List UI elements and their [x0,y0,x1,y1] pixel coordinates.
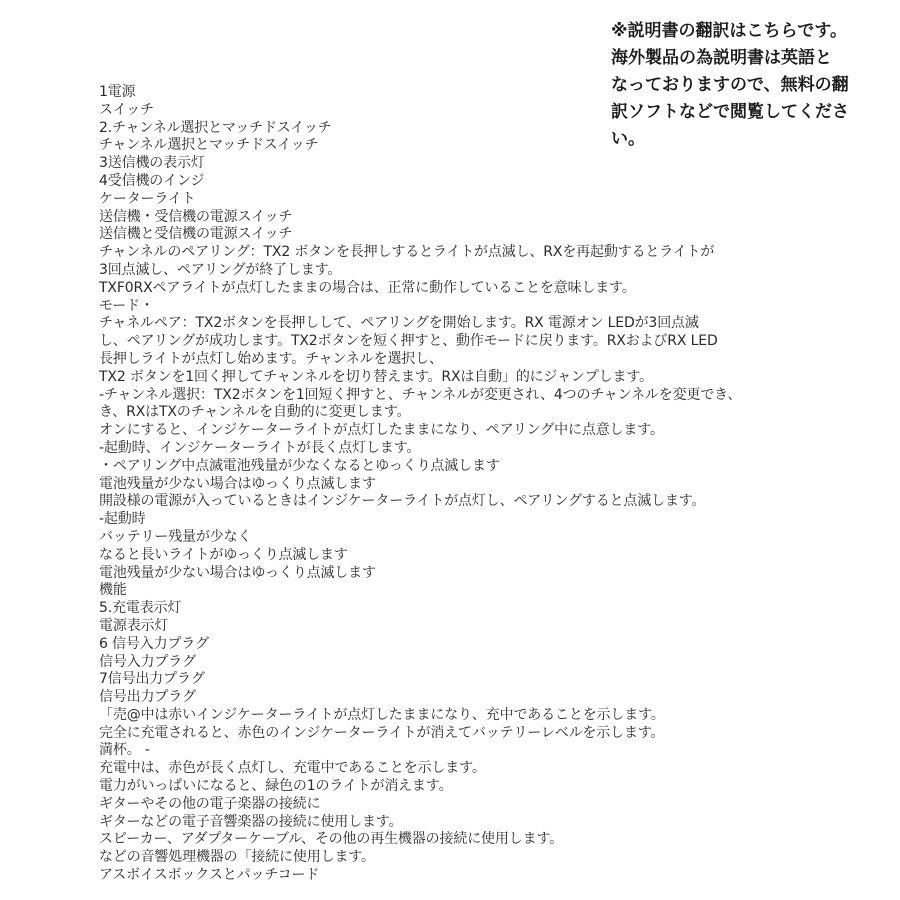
manual-line: TX2 ボタンを1回く押してチャンネルを切り替えます。RXは自動」的にジャンプします。 [99,368,653,385]
manual-line: アスボイスボックスとパッチコード [99,867,320,884]
manual-line: 長押しライトが点灯し始めます。チャンネルを選択し、 [99,350,443,367]
manual-line: 充電中は、赤色が長く点灯し、充電中であることを示します。 [99,760,486,777]
manual-line: 電源表示灯 [99,617,169,634]
manual-line: 6 信号入力プラグ [99,635,210,652]
manual-line: ケーターライト [99,190,196,207]
manual-line: -起動時 [99,511,146,528]
note-line: なっておりますので、無料の翻 [611,75,849,95]
manual-line: 機能 [99,582,127,599]
note-line: ※説明書の翻訳はこちらです。 [611,21,847,41]
manual-line: 2.チャンネル選択とマッチドスイッチ [99,119,332,136]
manual-translation-text [99,84,819,885]
manual-line: ギターなどの電子音響楽器の接続に使用します。 [99,813,403,830]
manual-line: 電池残量が少ない場合はゆっくり点滅します [99,564,376,581]
manual-line: 5.充電表示灯 [99,600,182,617]
manual-line: 7信号出力プラグ [99,671,205,688]
manual-line: 信号出力プラグ [99,689,196,706]
manual-line: 信号入力プラグ [99,653,196,670]
manual-line: スイッチ [99,101,154,118]
note-line: い。 [611,129,645,149]
manual-line: 満杯。 - [99,742,150,759]
manual-line: 送信機と受信機の電源スイッチ [99,226,293,243]
note-line: 海外製品の為説明書は英語と [611,48,832,68]
manual-line: き、RXはTXのチャンネルを自動的に変更します。 [99,404,411,421]
manual-line: 3送信機の表示灯 [99,155,205,172]
manual-line: し、ペアリングが成功します。TX2ボタンを短く押すと、動作モードに戻ります。RXおよびRX LED [99,333,718,350]
manual-line: チャネルペア：TX2ボタンを長押しして、ペアリングを開始します。RX 電源オン LEDが3回点滅 [99,315,699,332]
manual-line: チャンネル選択とマッチドスイッチ [99,137,319,154]
manual-line: 4受信機のインジ [99,172,205,189]
manual-line: などの音響処理機器の「接続に使用します。 [99,849,375,866]
manual-line: 3回点滅し、ペアリングが終了します。 [99,261,342,278]
manual-line: ・ペアリング中点滅電池残量が少なくなるとゆっくり点滅します [99,457,500,474]
manual-line: オンにすると、インジケーターライトが点灯したままになり、ペアリング中に点意します。 [99,422,664,439]
manual-line: TXF0RXペアライトが点灯したままの場合は、正常に動作していることを意味します。 [99,279,636,296]
manual-line: 送信機・受信機の電源スイッチ [99,208,293,225]
manual-line: モード・ [99,297,154,314]
manual-line: スピーカー、アダプターケーブル、その他の再生機器の接続に使用します。 [99,831,564,848]
manual-line: なると長いライトがゆっくり点滅します [99,546,348,563]
manual-line: バッテリー残量が少なく [99,528,252,545]
manual-line: ギターやその他の電子楽器の接続に [99,795,321,812]
manual-line: チャンネルのペアリング：TX2 ボタンを長押しするとライトが点滅し、RXを再起動するとライトが [99,244,715,261]
manual-line: 「売@中は赤いインジケーターライトが点灯したままになり、充中であることを示します。 [99,706,665,723]
manual-line: 開設様の電源が入っているときはインジケーターライトが点灯し、ペアリングすると点滅します。 [99,493,706,510]
manual-line: 電池残量が少ない場合はゆっくり点滅します [99,475,376,492]
manual-line: -起動時、インジケーターライトが長く点灯します。 [99,439,421,456]
manual-line: 1電源 [99,84,136,100]
manual-line: 完全に充電されると、赤色のインジケーターライトが消えてバッテリーレベルを示します。 [99,724,665,741]
manual-line: 電力がいっぱいになると、緑色の1のライトが消えます。 [99,778,453,795]
manual-line: -チャンネル選択：TX2ボタンを1回短く押すと、チャンネルが変更され、4つのチャンネルを変更でき、 [99,386,742,403]
note-line: 訳ソフトなどで閲覧してくださ [611,102,849,122]
